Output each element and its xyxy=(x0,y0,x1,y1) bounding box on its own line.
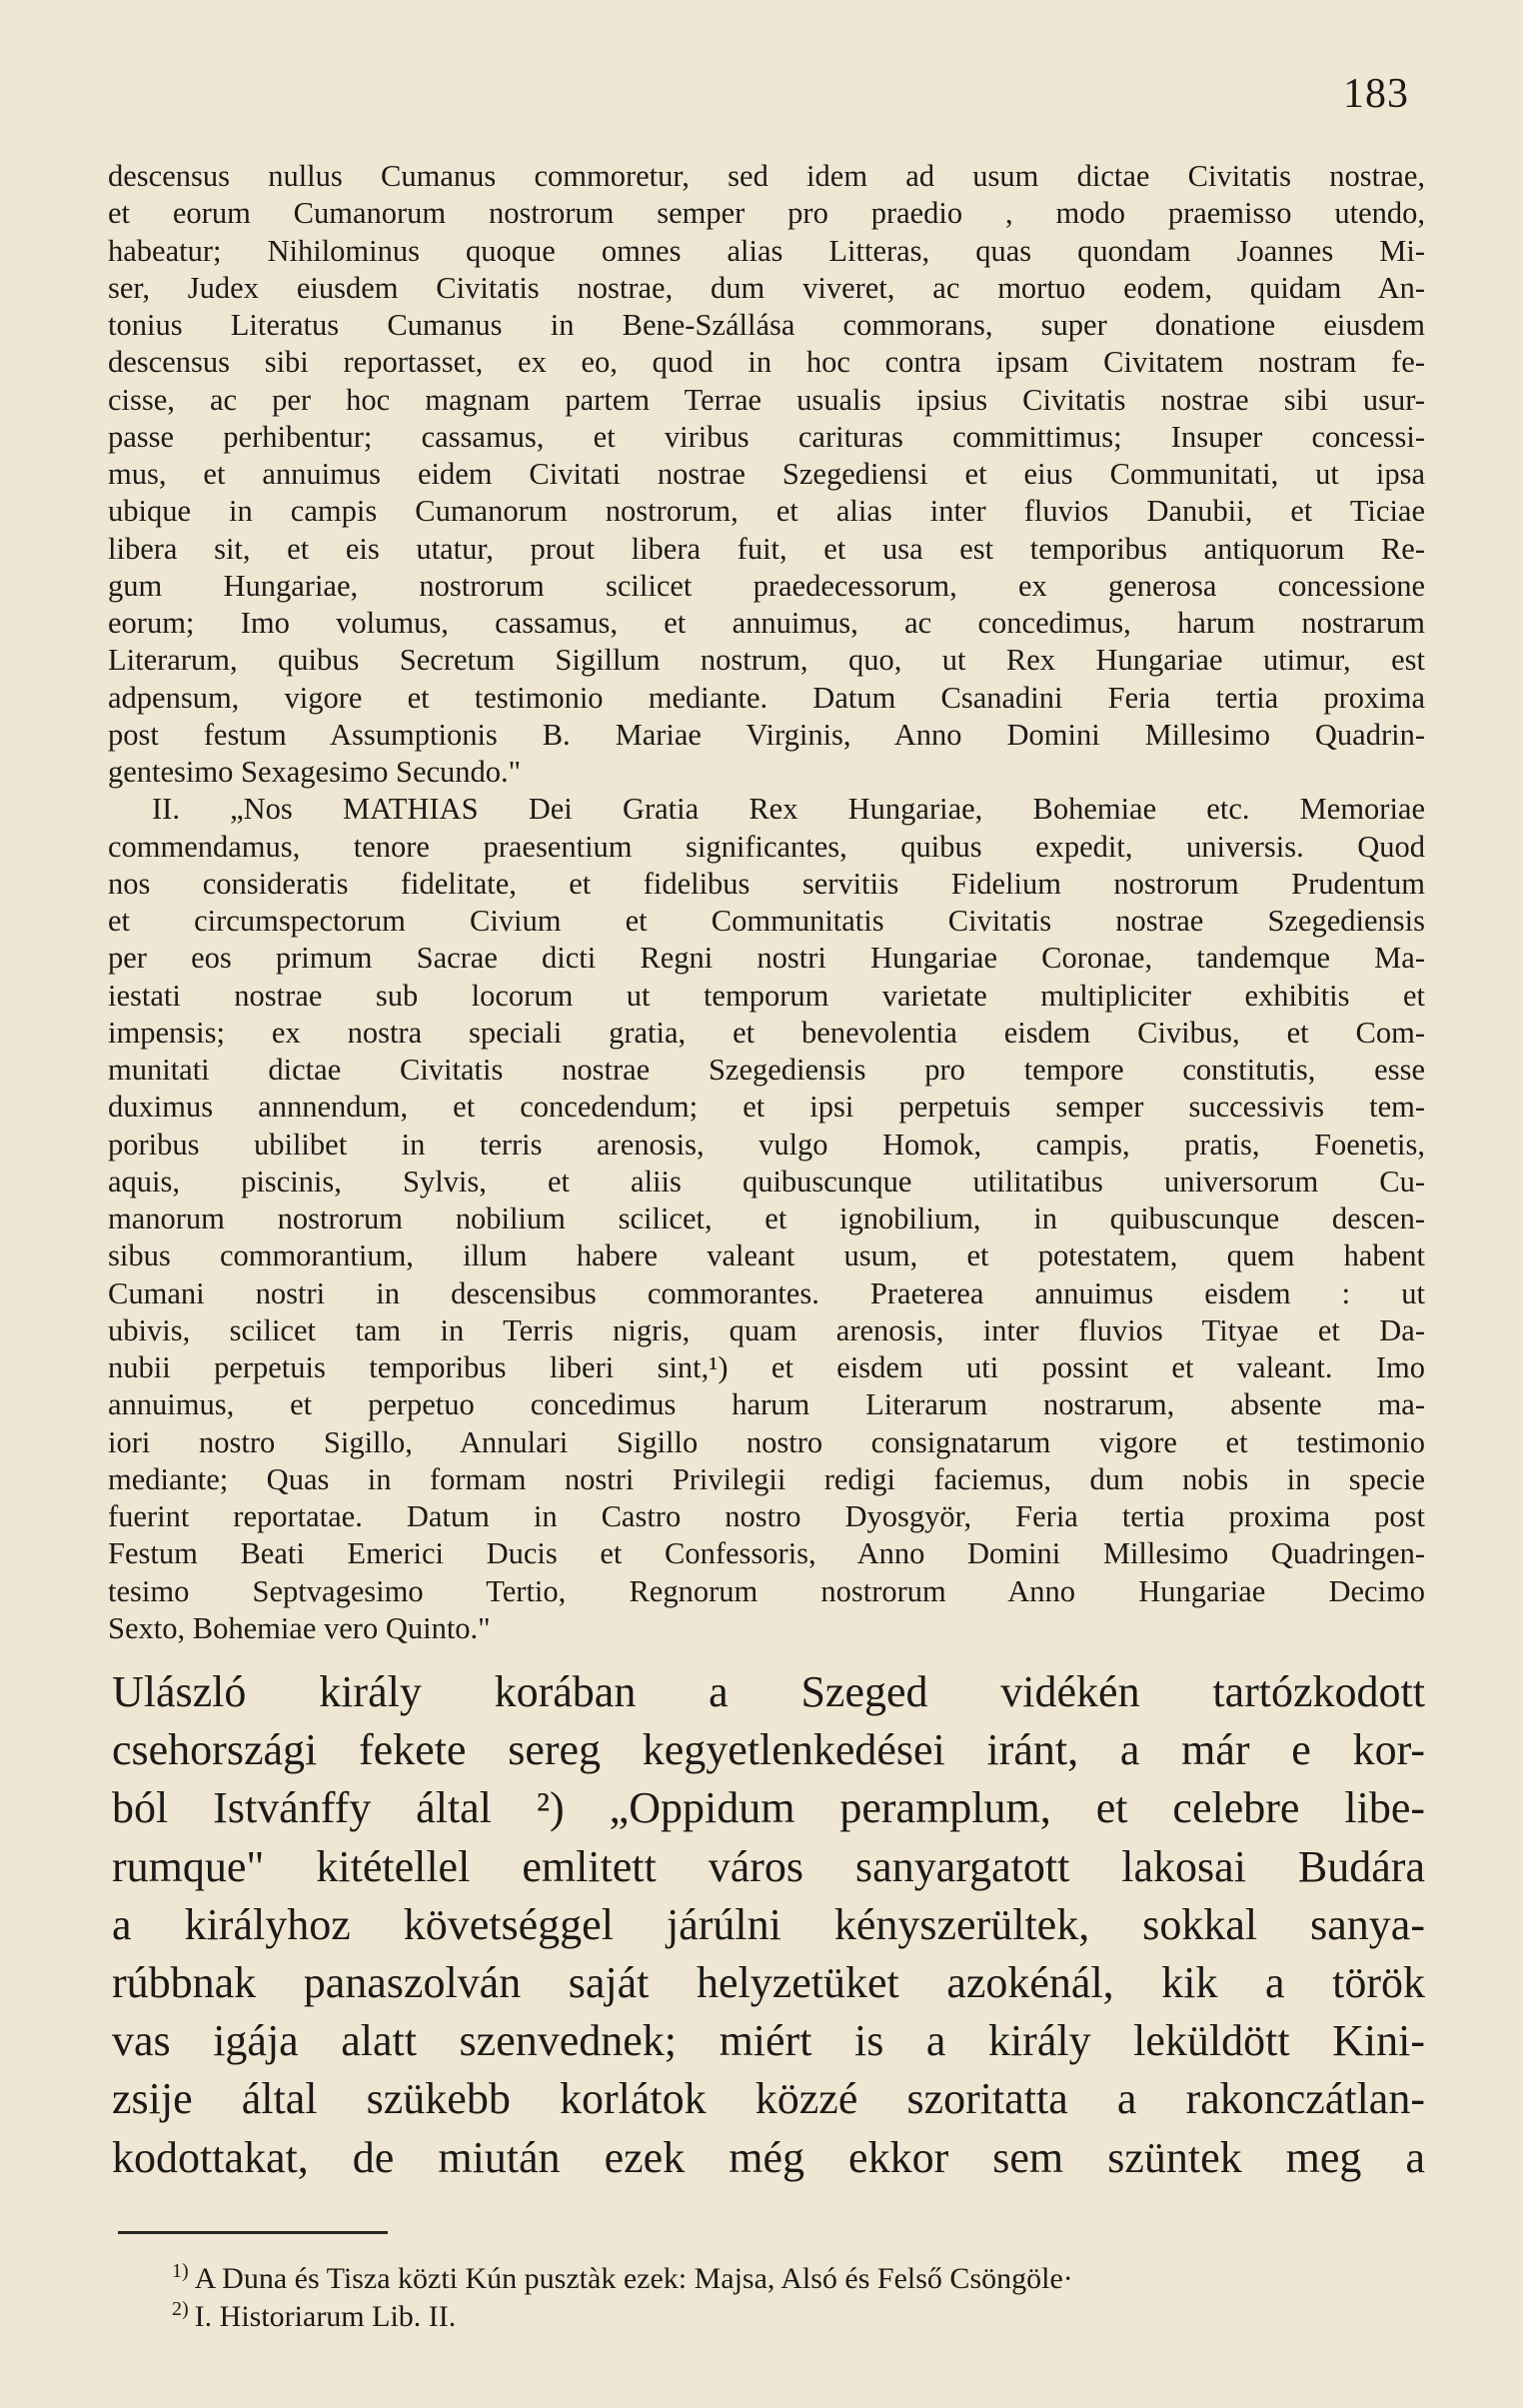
hungarian-line: rúbbnak panaszolván saját helyzetüket azokénál, kik a török xyxy=(112,1957,1425,2007)
hungarian-line: csehországi fekete sereg kegyetlenkedései iránt, a már e kor- xyxy=(112,1725,1425,1775)
hungarian-line: Ulászló király korában a Szeged vidékén tartózkodott xyxy=(112,1667,1425,1716)
hungarian-line: zsije által szükebb korlátok közzé szoritatta a rakonczátlan- xyxy=(112,2074,1425,2124)
latin-line: mus, et annuimus eidem Civitati nostrae Szegediensi et eius Communitati, ut ipsa xyxy=(108,457,1425,491)
hungarian-line: kodottakat, de miután ezek még ekkor sem szüntek meg a xyxy=(112,2132,1425,2182)
latin-line: et eorum Cumanorum nostrorum semper pro praedio , modo praemisso utendo, xyxy=(108,196,1425,231)
latin-line: cisse, ac per hoc magnam partem Terrae usualis ipsius Civitatis nostrae sibi usur- xyxy=(108,382,1425,417)
latin-line: sibus commorantium, illum habere valeant usum, et potestatem, quem habent xyxy=(108,1238,1425,1273)
latin-line: annuimus, et perpetuo concedimus harum Literarum nostrarum, absente ma- xyxy=(108,1387,1425,1422)
latin-line: mediante; Quas in formam nostri Privilegii redigi faciemus, dum nobis in specie xyxy=(108,1461,1425,1496)
latin-line: adpensum, vigore et testimonio mediante. Datum Csanadini Feria tertia proxima xyxy=(108,680,1425,715)
latin-line: commendamus, tenore praesentium significantes, quibus expedit, universis. Quod xyxy=(108,829,1425,864)
hungarian-line: vas igája alatt szenvednek; miért is a király leküldött Kini- xyxy=(112,2016,1425,2066)
page-number: 183 xyxy=(1343,71,1409,117)
latin-line: duximus annnendum, et concedendum; et ipsi perpetuis semper successivis tem- xyxy=(108,1090,1425,1125)
latin-line: iestati nostrae sub locorum ut temporum varietate multipliciter exhibitis et xyxy=(108,978,1425,1013)
latin-line: tesimo Septvagesimo Tertio, Regnorum nostrorum Anno Hungariae Decimo xyxy=(108,1573,1425,1608)
latin-line: fuerint reportatae. Datum in Castro nostro Dyosgyör, Feria tertia proxima post xyxy=(108,1499,1425,1533)
hungarian-line: ból Istvánffy által ²) „Oppidum peramplum, et celebre libe- xyxy=(112,1783,1425,1833)
latin-line: impensis; ex nostra speciali gratia, et benevolentia eisdem Civibus, et Com- xyxy=(108,1015,1425,1050)
latin-line: nos consideratis fidelitate, et fidelibus servitiis Fidelium nostrorum Prudentum xyxy=(108,866,1425,901)
latin-line: descensus sibi reportasset, ex eo, quod in hoc contra ipsam Civitatem nostram fe- xyxy=(108,345,1425,380)
footnote xyxy=(172,2290,1431,2333)
latin-line: eorum; Imo volumus, cassamus, et annuimus, ac concedimus, harum nostrarum xyxy=(108,606,1425,640)
footnote-mark: 1) xyxy=(172,2260,189,2282)
latin-line: Literarum, quibus Secretum Sigillum nostrum, quo, ut Rex Hungariae utimur, est xyxy=(108,643,1425,678)
latin-line: Sexto, Bohemiae vero Quinto." xyxy=(108,1610,491,1645)
latin-line: passe perhibentur; cassamus, et viribus carituras committimus; Insuper concessi- xyxy=(108,419,1425,454)
footnote xyxy=(172,2252,1431,2295)
latin-line: per eos primum Sacrae dicti Regni nostri Hungariae Coronae, tandemque Ma- xyxy=(108,941,1425,976)
footnotes xyxy=(172,2252,1431,2333)
latin-line: poribus ubilibet in terris arenosis, vulgo Homok, campis, pratis, Foenetis, xyxy=(108,1127,1425,1162)
latin-line: nubii perpetuis temporibus liberi sint,¹) et eisdem uti possint et valeant. Imo xyxy=(108,1350,1425,1384)
footnote-divider xyxy=(118,2231,388,2234)
latin-line: gum Hungariae, nostrorum scilicet praedecessorum, ex generosa concessione xyxy=(108,568,1425,603)
latin-line: descensus nullus Cumanus commoretur, sed idem ad usum dictae Civitatis nostrae, xyxy=(108,159,1425,193)
latin-line: iori nostro Sigillo, Annulari Sigillo nostro consignatarum vigore et testimonio xyxy=(108,1424,1425,1459)
latin-line: habeatur; Nihilominus quoque omnes alias Litteras, quas quondam Joannes Mi- xyxy=(108,233,1425,268)
latin-line: Festum Beati Emerici Ducis et Confessoris, Anno Domini Millesimo Quadringen- xyxy=(108,1536,1425,1571)
latin-charter-text xyxy=(108,158,1425,1647)
footnote-mark: 2) xyxy=(172,2298,189,2320)
hungarian-line: rumque" kitétellel emlitett város sanyargatott lakosai Budára xyxy=(112,1841,1425,1891)
latin-line: et circumspectorum Civium et Communitatis Civitatis nostrae Szegediensis xyxy=(108,904,1425,938)
latin-line: ubivis, scilicet tam in Terris nigris, quam arenosis, inter fluvios Tityae et Da- xyxy=(108,1312,1425,1347)
footnote-text: I. Historiarum Lib. II. xyxy=(194,2300,457,2333)
latin-line: II. „Nos MATHIAS Dei Gratia Rex Hungariae, Bohemiae etc. Memoriae xyxy=(152,792,1425,827)
latin-line: tonius Literatus Cumanus in Bene-Szállása commorans, super donatione eiusdem xyxy=(108,308,1425,342)
latin-line: aquis, piscinis, Sylvis, et aliis quibuscunque utilitatibus universorum Cu- xyxy=(108,1164,1425,1199)
latin-line: post festum Assumptionis B. Mariae Virginis, Anno Domini Millesimo Quadrin- xyxy=(108,717,1425,752)
footnote-text: A Duna és Tisza közti Kún pusztàk ezek: Majsa, Alsó és Felső Csöngöle· xyxy=(194,2262,1073,2295)
latin-line: manorum nostrorum nobilium scilicet, et ignobilium, in quibuscunque descen- xyxy=(108,1202,1425,1235)
latin-line: ubique in campis Cumanorum nostrorum, et alias inter fluvios Danubii, et Ticiae xyxy=(108,494,1425,529)
latin-line: munitati dictae Civitatis nostrae Szegediensis pro tempore constitutis, esse xyxy=(108,1053,1425,1087)
latin-line: libera sit, et eis utatur, prout libera fuit, et usa est temporibus antiquorum Re- xyxy=(108,531,1425,566)
latin-line: gentesimo Sexagesimo Secundo." xyxy=(108,755,522,789)
latin-line: Cumani nostri in descensibus commorantes. Praeterea annuimus eisdem : ut xyxy=(108,1275,1425,1310)
hungarian-body-text xyxy=(112,1663,1425,2187)
latin-line: ser, Judex eiusdem Civitatis nostrae, dum viveret, ac mortuo eodem, quidam An- xyxy=(108,270,1425,305)
hungarian-line: a királyhoz követséggel járúlni kényszerültek, sokkal sanya- xyxy=(112,1899,1425,1949)
